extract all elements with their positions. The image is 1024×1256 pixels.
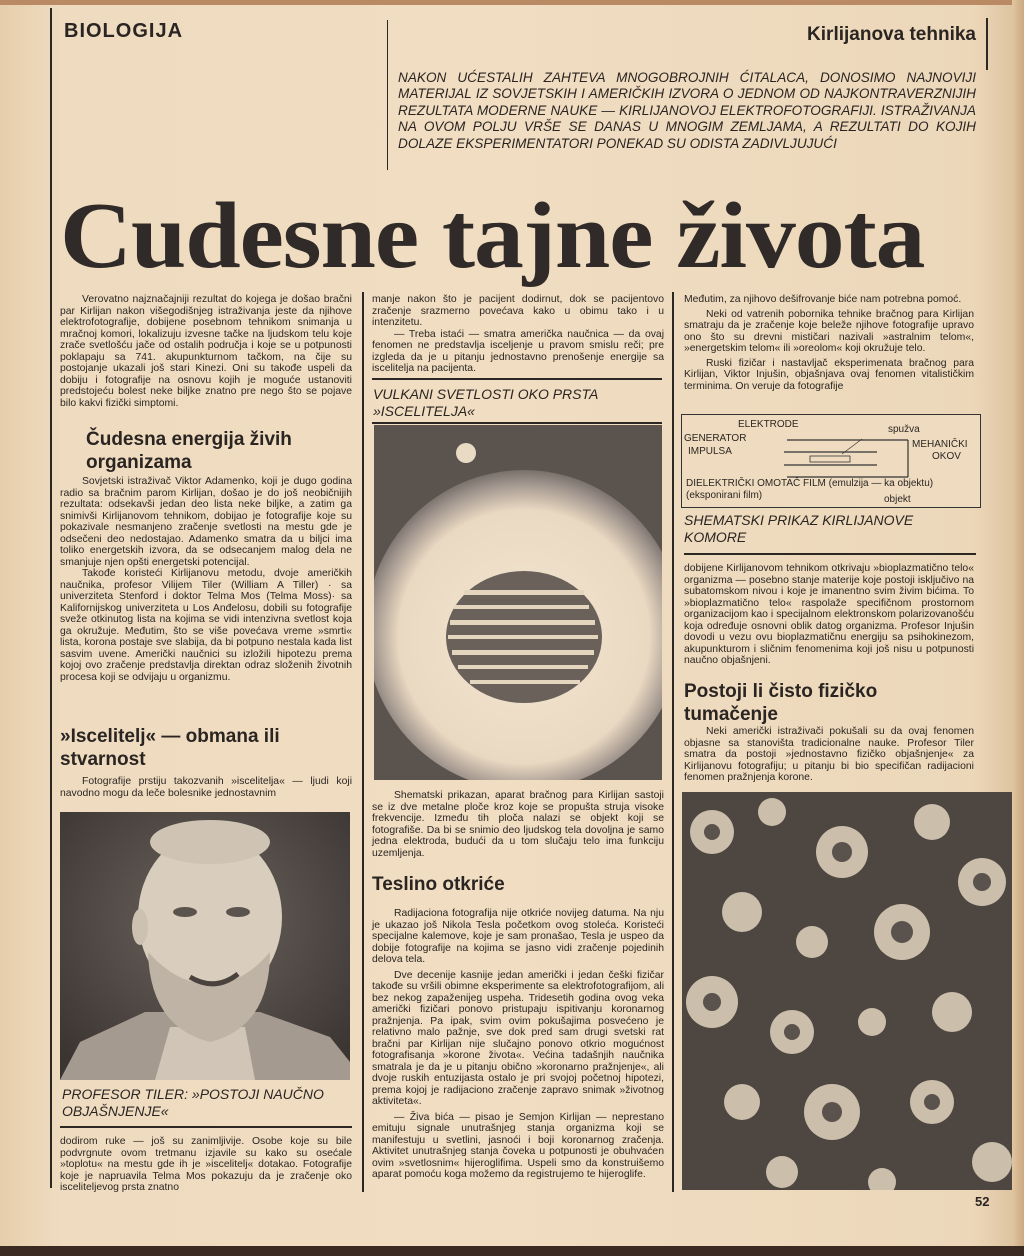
paragraph: Radijaciona fotografija nije otkriće novijeg datuma. Na nju je ukazao još Nikola Tesla početkom ovog stoleća. Koristeći specijalne kalemove, koje je sam pronašao, Tesla je uspeo da dobije fotografije na kojima se jasno vidi zračenje pojedinih delova tela. <box>372 908 664 965</box>
right-frame-line <box>986 18 988 70</box>
diagram-label-impulsa: IMPULSA <box>688 446 732 457</box>
diagram-caption: SHEMATSKI PRIKAZ KIRLIJANOVE KOMORE <box>684 512 914 545</box>
photo-corona-texture <box>682 792 1012 1190</box>
column-1-text-mid <box>60 476 352 683</box>
subheading-postoji-li: Postoji li čisto fizičko tumačenje <box>684 681 878 725</box>
left-frame-line <box>50 8 52 1188</box>
paragraph: manje nakon što je pacijent dodirnut, dok se pacijentovo zračenje srazmerno povećava kako u obimu tako i u intenzitetu. <box>372 294 664 328</box>
kirlian-chamber-diagram <box>681 414 981 508</box>
column-rule-2 <box>672 292 674 1192</box>
corona-image <box>374 425 662 780</box>
column-3-text-bottom <box>684 726 974 784</box>
paragraph: dodirom ruke — još su zanimljivije. Osobe koje su bile podvrgnute ovom tretmanu izjavile su kako su osećale »toplotu« na mestu gde ih je »iscelitelj« dotakao. Fotografije koje je napruavila Telma Mos pokazuju da je zračenje oko isceliteljevog prsta znatno <box>60 1136 352 1193</box>
paragraph: Sovjetski istraživač Viktor Adamenko, koji je dugo godina radio sa bračnim parom Kirlijan, došao je do još neobičnijih rezultata: odsekavši jedan deo lista neke biljke, a zatim ga snimivši Kirlijanovom tehnikom, dobijao je fotografije koje su pokazivale nesmanjeno zračenje svetlosti na mestu gde je odsečeni deo nedostajao. Adamenko smatra da u biljci ima toliko energetskih izvora, da se odsecanjem malog dela ne smanjuje njen opšti energetski potencijal. <box>60 476 352 568</box>
photo-finger-corona <box>374 425 662 780</box>
section-label: BIOLOGIJA <box>64 20 184 42</box>
subheading-teslino-otkrice: Teslino otkriće <box>372 874 505 895</box>
paragraph: Verovatno najznačajniji rezultat do kojega je došao bračni par Kirlijan nakon višegodišnjeg istraživanja jeste da njihove elektrofotografije, dobijene posebnom tehnikom snimanja u mračnoj komori, lokalizuju izvesne tačke na ljudskom telu koje zrače svetlošću jače od ostalih područja i koje se u potpunosti poklapaju sa 741. akupunkturnom tačkom, na čije su postojanje ukazali još stari Kinezi. Oni su takođe uspeli da dobiju i fotografije na osnovu kojih je moguće ustanoviti predstojeću bolest neke biljke znatno pre nego što se pojave bilo kakvi fizički simptomi. <box>60 294 352 409</box>
column-1-text-bottom <box>60 1136 352 1194</box>
diagram-caption-rule <box>684 553 976 555</box>
paragraph: Takođe koristeći Kirlijanovu metodu, dvoje američkih naučnika, profesor Vilijem Tiler (William A Tiller) · sa univerziteta Stenford i doktor Telma Mos (Telma Moss)· sa Kalifornijskog univerziteta u Los Anđelosu, dobili su fotografije sveže otkinutog lista na kojima se vidi intenzivna svetlost koja ga okružuje. Međutim, što se više povećava vreme »smrti« lista, korona postaje sve slabija, da bi potpuno nestala kada list sasvim uvene. Američki naučnici su izložili hipotezu prema kojoj ovo zračenje predstavlja direktan odraz složenih životnih procesa koji se odvijaju u organizmu. <box>60 568 352 683</box>
paragraph: Neki američki istraživači pokušali su da ovaj fenomen objasne sa stanovišta tradicionalne nauke. Profesor Tiler smatra da postoji »jednostavno fizičko objašnjenje« za Kirlijanovu fotografiju; u pitanju bi bio specifičan radijacioni fenomen pražnjenja korone. <box>684 726 974 783</box>
column-2-text-top <box>372 294 664 375</box>
header-rule <box>387 20 388 170</box>
portrait-image <box>60 812 350 1080</box>
photo-professor-tiler <box>60 812 350 1080</box>
column-2-text-bottom <box>372 908 664 1181</box>
diagram-label-dielektricki: DIELEKTRIČKI OMOTAČ FILM (emulzija — ka objektu) <box>686 478 934 489</box>
rubric-title: Kirlijanova tehnika <box>807 24 976 45</box>
page-right-edge <box>1012 0 1024 1246</box>
subheading-cudesna-energija: Čudesna energija živih organizama <box>86 429 292 473</box>
paragraph: Ruski fizičar i nastavljač eksperimenata bračnog para Kirlijan, Viktor Injušin, objašnjava ovaj fenomen vitalističkim terminima. On veruje da fotografije <box>684 357 974 392</box>
paragraph: Shematski prikazan, aparat bračnog para Kirlijan sastoji se iz dve metalne ploče kroz koje se propušta struja visoke frekvencije. Između tih ploča nalazi se objekt koji se fotografiše. Da bi se snimio deo ljudskog tela dovoljna je samo jedna elektroda, budući da u tom slučaju telo ima funkciju uzemljenja. <box>372 790 664 859</box>
photo-caption-vulkani: VULKANI SVETLOSTI OKO PRSTA »ISCELITELJA« <box>373 386 598 419</box>
diagram-label-okov: OKOV <box>932 451 961 462</box>
diagram-label-elektrode: ELEKTRODE <box>738 419 799 430</box>
page-bottom-edge <box>0 1246 1024 1256</box>
photo-caption-tiler: PROFESOR TILER: »POSTOJI NAUČNO OBJAŠNJENJE« <box>62 1086 324 1119</box>
paragraph: — Treba istaći — smatra američka naučnica — da ovaj fenomen ne predstavlja isceljenje u pravom smislu reči; pre izgleda da je u pitanju jednostavno prenošenje energije sa iscelitelja na pacijenta. <box>372 328 664 374</box>
column-3-text-top <box>684 294 974 392</box>
article-headline: Cudesne tajne života <box>60 184 925 288</box>
paragraph: — Živa bića — pisao je Semjon Kirlijan — neprestano emituju signale unutrašnjeg stanja organizma koji se manifestuju u svetlini, jasnoći i boji koronarnog zračenja. Aktivitet unutrašnjeg stanja čoveka u potpunosti je obuhvaćen ovim »svetlosnim« hijeroglifima. Uspeli smo da konstruišemo aparat pomoću koga možemo da registrujemo te hijeroglife. <box>372 1111 664 1180</box>
diagram-label-objekt: objekt <box>884 494 911 505</box>
diagram-label-mehanicki: MEHANIČKI <box>912 439 968 450</box>
paragraph: Neki od vatrenih pobornika tehnike bračnog para Kirlijan smatraju da je zračenje koje beleže njihove fotografije upravo ono što su drevni mističari nazivali »astralnim telom«, »energetskim telom« ili »oreolom« koji okružuje telo. <box>684 308 974 354</box>
column-1-text-top <box>60 294 352 409</box>
caption-rule-bottom <box>372 422 662 424</box>
caption-rule <box>60 1126 352 1128</box>
subheading-iscelitelj: »Iscelitelj« — obmana ili stvarnost <box>60 726 280 770</box>
diagram-label-spuzva: spužva <box>888 424 920 435</box>
lead-paragraph: NAKON UĆESTALIH ZAHTEVA MNOGOBROJNIH ĆITALACA, DONOSIMO NAJNOVIJI MATERIJAL IZ SOVJETSKIH I AMERIČKIH IZVORA O JEDNOM OD NAJKONTRAVERZNIJIH REZULTATA MODERNE NAUKE — KIRLIJANOVOJ ELEKTROFOTOGRAFIJI. ISTRAŽIVANJA NA OVOM POLJU VRŠE SE DANAS U MNOGIM ZEMLJAMA, A REZULTATI DO KOJIH DOLAZE EKSPERIMENTATORI PONEKAD SU ODISTA ZADIVLJUJUĆI <box>398 70 976 151</box>
column-rule-1 <box>362 292 364 1192</box>
diagram-label-eksponirani: (eksponirani film) <box>686 490 763 501</box>
caption-rule-top <box>372 378 662 380</box>
column-2-text-mid <box>372 790 664 859</box>
column-3-text-mid <box>684 563 974 667</box>
diagram-plates <box>782 437 912 479</box>
diagram-label-generator: GENERATOR <box>684 433 747 444</box>
page-number: 52 <box>975 1194 990 1209</box>
paragraph: Fotografije prstiju takozvanih »iscelitelja« — ljudi koji navodno mogu da leče bolesnike jednostavnim <box>60 776 352 799</box>
column-1-text-lower <box>60 776 352 799</box>
fingerprint-pattern <box>446 571 602 703</box>
paragraph: Dve decenije kasnije jedan američki i jedan češki fizičar takođe su vršili obimne eksperimente sa elektrofotografijom, ali bez nekog zapaženijeg uspeha. Tridesetih godina ovog veka američki fizičari ponovo pristupaju ispitivanju koronarnog pražnjenja. Pa ipak, svim ovim pokušajima posvećeno je relativno malo pažnje, sve dok pred sam drugi svetski rat bračni par Kirlijan nije slučajno ponovo otkrio mogućnost fotografisanja »korone života«. Većina tadašnjih naučnika smatrala je da je u pitanju obično »koronarno pražnjenje«, ali dvoje ruskih entuzijasta ostalo je pri svojoj početnoj hipotezi, prema kojoj je radijaciono zračenje zapravo snimak »životnog aktiviteta«. <box>372 969 664 1107</box>
texture-image <box>682 792 1012 1190</box>
page-top-edge <box>0 0 1024 5</box>
paragraph: dobijene Kirlijanovom tehnikom otkrivaju »bioplazmatično telo« organizma — posebno stanje materije koje postoji isključivo na subatomskom nivou i koje je imanentno svim živim bićima. To »bioplazmatično telo« raspolaže specifičnom prostornom organizacijom kao i specijalnom elektronskom polarizovanošću koja određuje osnovni oblik datog organizma. Profesor Injušin dovodi u vezu ovu bioplazmatičnu energiju sa psihokinezom, akupunkturom i sličnim fenomenima koji još nisu u potpunosti naučno objašnjeni. <box>684 563 974 666</box>
paragraph: Međutim, za njihovo dešifrovanje biće nam potrebna pomoć. <box>684 294 962 305</box>
